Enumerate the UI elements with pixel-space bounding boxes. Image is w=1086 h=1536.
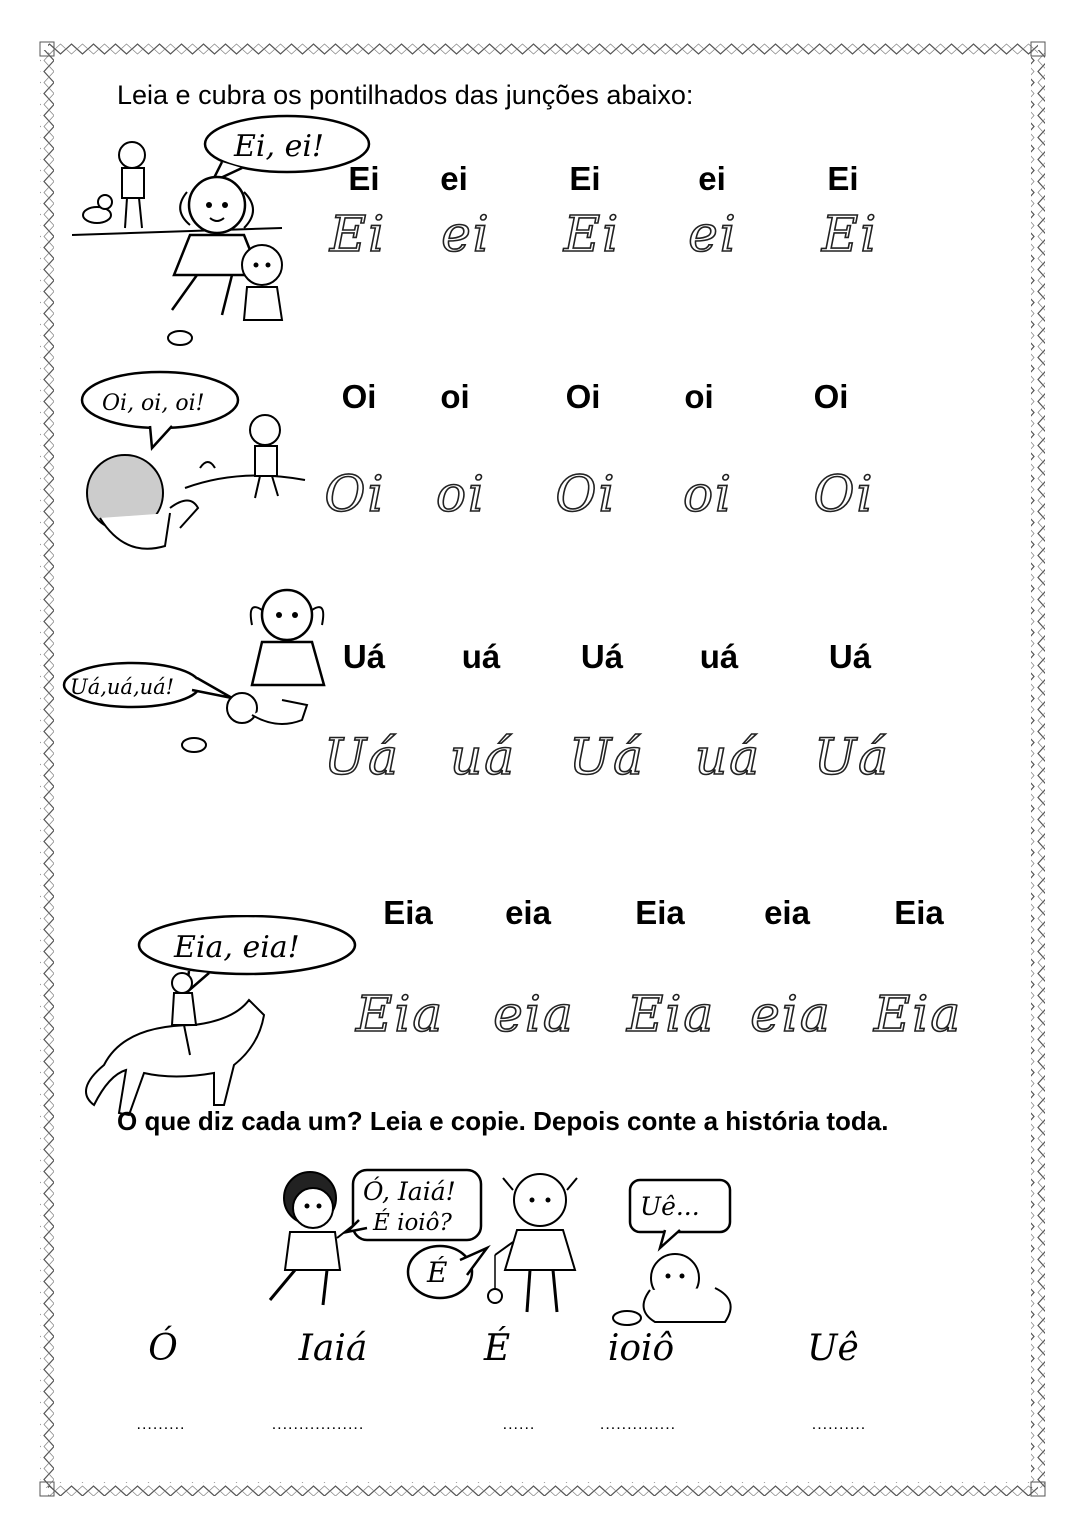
trace-word[interactable]: Ei <box>329 205 387 263</box>
trace-word[interactable]: Eia <box>873 985 963 1043</box>
print-word: eia <box>505 894 551 931</box>
trace-word[interactable]: uá <box>449 728 517 786</box>
copy-line[interactable]: .......... <box>811 1416 867 1433</box>
trace-word[interactable]: eia <box>750 985 832 1043</box>
kids-waving-illustration <box>72 110 372 350</box>
story-bubble-boy-line1: Ó, Iaiá! <box>363 1177 456 1206</box>
trace-word[interactable]: Uá <box>569 728 645 786</box>
print-word: oi <box>440 378 470 415</box>
trace-word[interactable]: oi <box>435 465 487 523</box>
trace-word[interactable]: Oi <box>555 465 617 523</box>
trace-word[interactable]: Oi <box>813 465 875 523</box>
print-word: Eia <box>383 894 433 931</box>
story-bubble-girl: É <box>427 1256 448 1289</box>
trace-word[interactable]: Eia <box>626 985 716 1043</box>
story-bubble-boy-line2: É ioiô? <box>373 1210 452 1236</box>
instruction-text: Leia e cubra os pontilhados das junções abaixo: <box>117 80 694 110</box>
copy-line[interactable]: .............. <box>599 1416 677 1433</box>
bubble-text-row1: Ei, ei! <box>234 129 324 164</box>
trace-word[interactable]: Ei <box>821 205 879 263</box>
print-word: eia <box>764 894 810 931</box>
trace-word[interactable]: uá <box>694 728 762 786</box>
trace-word[interactable]: ei <box>441 205 491 263</box>
bubble-text-row4: Eia, eia! <box>174 930 300 965</box>
print-word: Eia <box>894 894 944 931</box>
boy-greeting-illustration <box>80 368 320 558</box>
print-word: ei <box>698 160 726 197</box>
print-word: Oi <box>565 378 601 415</box>
print-word: Ei <box>348 160 380 197</box>
bubble-text-row2: Oi, oi, oi! <box>102 391 205 416</box>
copy-word: Iaiá <box>298 1328 368 1369</box>
story-bubble-baby: Uê... <box>640 1192 700 1221</box>
trace-word[interactable]: eia <box>493 985 575 1043</box>
print-word: Oi <box>341 378 377 415</box>
story-instruction-text: O que diz cada um? Leia e copie. Depois conte a história toda. <box>117 1106 889 1136</box>
print-word: Ei <box>827 160 859 197</box>
print-word: Uá <box>828 638 872 675</box>
print-word: Eia <box>635 894 685 931</box>
trace-word[interactable]: oi <box>682 465 734 523</box>
copy-line[interactable]: ................. <box>271 1416 365 1433</box>
copy-line[interactable]: ......... <box>136 1416 186 1433</box>
trace-word[interactable]: Uá <box>814 728 890 786</box>
print-word: Uá <box>580 638 624 675</box>
print-word: ei <box>440 160 468 197</box>
story-illustration <box>255 1160 745 1330</box>
copy-word: Uê <box>807 1328 859 1369</box>
trace-word[interactable]: ei <box>688 205 738 263</box>
print-word: oi <box>684 378 714 415</box>
baby-crying-illustration <box>62 580 342 770</box>
print-word: Ei <box>569 160 601 197</box>
trace-word[interactable]: Uá <box>324 728 400 786</box>
copy-word: ioiô <box>607 1328 675 1369</box>
trace-word[interactable]: Oi <box>324 465 386 523</box>
print-word: Uá <box>342 638 386 675</box>
trace-word[interactable]: Ei <box>563 205 621 263</box>
print-word: Oi <box>813 378 849 415</box>
bubble-text-row3: Uá,uá,uá! <box>70 675 175 699</box>
copy-word: É <box>483 1328 511 1369</box>
copy-line[interactable]: ...... <box>502 1416 536 1433</box>
print-word: uá <box>461 638 501 675</box>
trace-word[interactable]: Eia <box>355 985 445 1043</box>
print-word: uá <box>699 638 739 675</box>
copy-word: Ó <box>148 1328 178 1369</box>
